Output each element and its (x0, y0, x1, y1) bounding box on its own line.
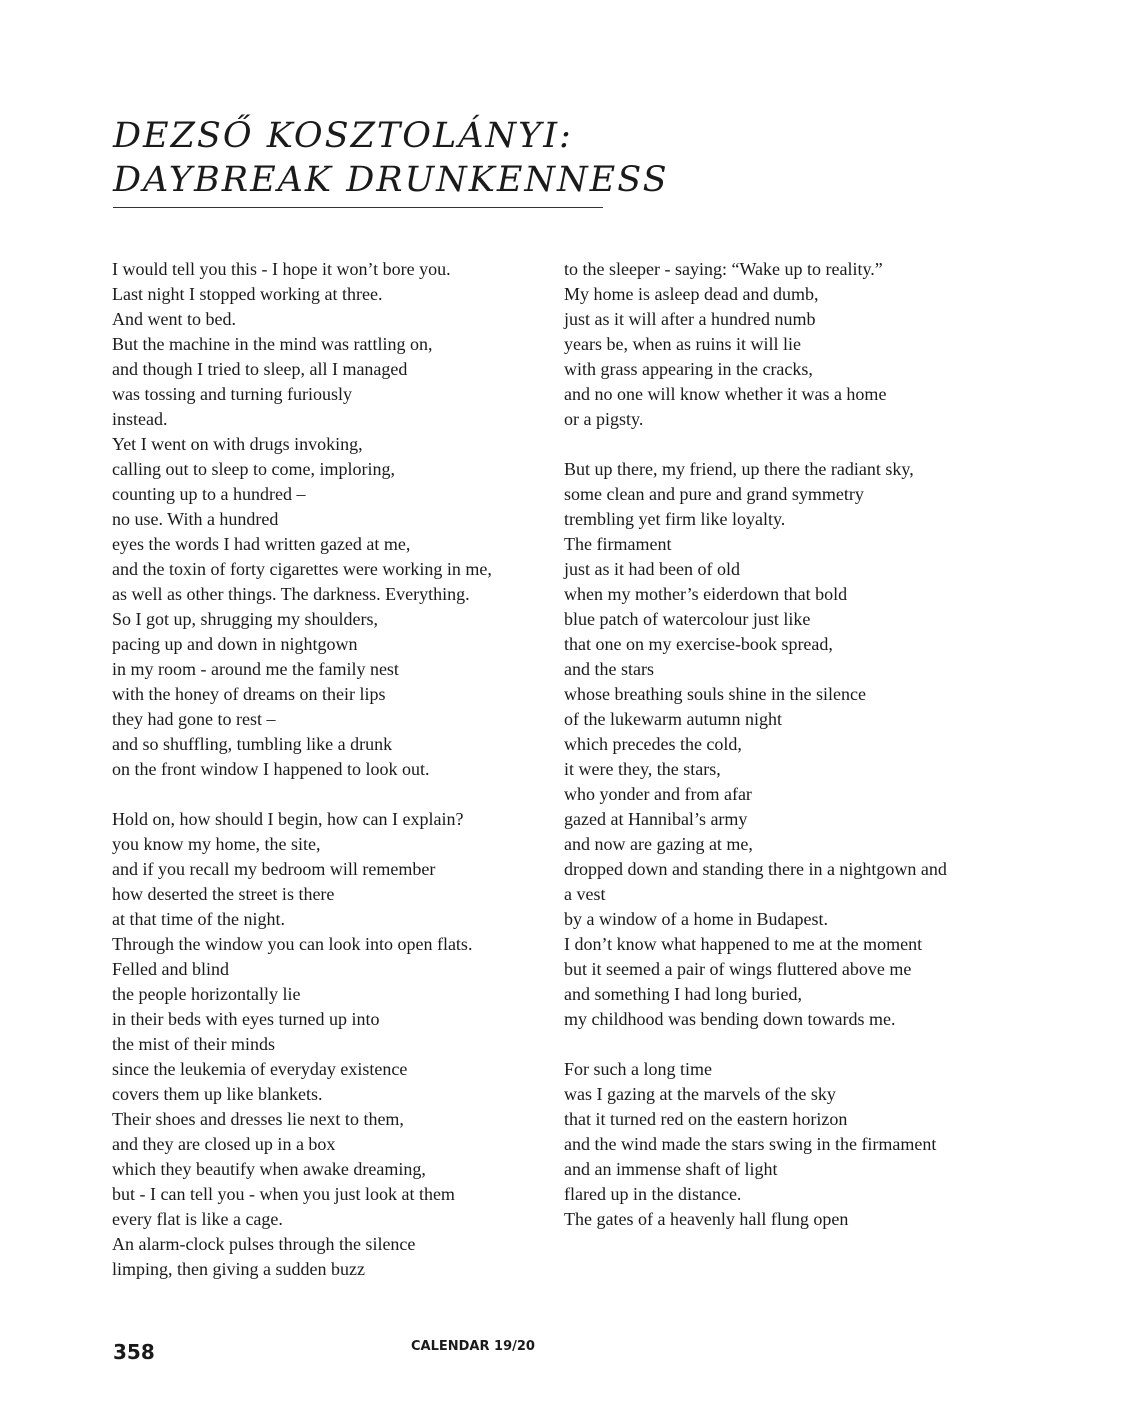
poem-line: with the honey of dreams on their lips (112, 684, 386, 704)
poem-line: the people horizontally lie (112, 984, 301, 1004)
poem-line: pacing up and down in nightgown (112, 634, 358, 654)
poem-line: and the wind made the stars swing in the firmament (564, 1134, 937, 1154)
poem-line: For such a long time (564, 1059, 712, 1079)
poem-line: Felled and blind (112, 959, 229, 979)
poem-line: The gates of a heavenly hall flung open (564, 1209, 849, 1229)
poem-title (113, 114, 669, 202)
poem-line: flared up in the distance. (564, 1184, 742, 1204)
poem-line: on the front window I happened to look out. (112, 759, 430, 779)
poem-line: gazed at Hannibal’s army (564, 809, 748, 829)
poem-line: And went to bed. (112, 309, 236, 329)
poem-line: in their beds with eyes turned up into (112, 1009, 380, 1029)
poem-line: and something I had long buried, (564, 984, 802, 1004)
poem-line: Last night I stopped working at three. (112, 284, 383, 304)
poem-line: years be, when as ruins it will lie (564, 334, 801, 354)
poem-line: eyes the words I had written gazed at me, (112, 534, 411, 554)
poem-line: you know my home, the site, (112, 834, 321, 854)
running-footer-title: CALENDAR 19/20 (411, 1339, 535, 1354)
poem-line: was I gazing at the marvels of the sky (564, 1084, 836, 1104)
poem-line: and an immense shaft of light (564, 1159, 778, 1179)
poem-line: of the lukewarm autumn night (564, 709, 782, 729)
poem-line: and though I tried to sleep, all I managed (112, 359, 408, 379)
poem-line: I would tell you this - I hope it won’t bore you. (112, 259, 451, 279)
poem-line: my childhood was bending down towards me. (564, 1009, 896, 1029)
poem-line: who yonder and from afar (564, 784, 752, 804)
poem-line: The firmament (564, 534, 672, 554)
title-underline (113, 207, 603, 208)
poem-line: counting up to a hundred – (112, 484, 306, 504)
poem-line: they had gone to rest – (112, 709, 276, 729)
page-number: 358 (113, 1340, 155, 1364)
poem-line: no use. With a hundred (112, 509, 279, 529)
poem-line: how deserted the street is there (112, 884, 335, 904)
poem-line: to the sleeper - saying: “Wake up to reality.” (564, 259, 883, 279)
poem-line: that it turned red on the eastern horizon (564, 1109, 848, 1129)
poem-line: Hold on, how should I begin, how can I explain? (112, 809, 464, 829)
poem-line: blue patch of watercolour just like (564, 609, 811, 629)
poem-line: which they beautify when awake dreaming, (112, 1159, 426, 1179)
poem-stanza (112, 257, 542, 782)
poem-line: by a window of a home in Budapest. (564, 909, 828, 929)
poem-line: whose breathing souls shine in the silence (564, 684, 866, 704)
poem-line: An alarm-clock pulses through the silence (112, 1234, 416, 1254)
poem-line: limping, then giving a sudden buzz (112, 1259, 365, 1279)
poem-line: since the leukemia of everyday existence (112, 1059, 408, 1079)
poem-line: just as it will after a hundred numb (564, 309, 816, 329)
poem-line: it were they, the stars, (564, 759, 721, 779)
poem-line: some clean and pure and grand symmetry (564, 484, 864, 504)
poem-line: So I got up, shrugging my shoulders, (112, 609, 379, 629)
poem-line: calling out to sleep to come, imploring, (112, 459, 395, 479)
title-line-author: DEZSŐ KOSZTOLÁNYI: (113, 116, 573, 156)
poem-line: a vest (564, 884, 606, 904)
poem-line: trembling yet firm like loyalty. (564, 509, 786, 529)
poem-column-left (112, 257, 542, 1307)
poem-line: was tossing and turning furiously (112, 384, 352, 404)
poem-line: at that time of the night. (112, 909, 285, 929)
poem-column-right (564, 257, 994, 1257)
poem-line: when my mother’s eiderdown that bold (564, 584, 848, 604)
poem-line: in my room - around me the family nest (112, 659, 399, 679)
poem-line: Their shoes and dresses lie next to them, (112, 1109, 404, 1129)
poem-line: and the stars (564, 659, 654, 679)
poem-line: as well as other things. The darkness. Everything. (112, 584, 470, 604)
poem-line: but it seemed a pair of wings fluttered above me (564, 959, 912, 979)
poem-line: and if you recall my bedroom will remember (112, 859, 436, 879)
poem-line: and no one will know whether it was a home (564, 384, 887, 404)
poem-line: Through the window you can look into open flats. (112, 934, 473, 954)
poem-line: and the toxin of forty cigarettes were working in me, (112, 559, 492, 579)
poem-line: and now are gazing at me, (564, 834, 753, 854)
poem-line: and so shuffling, tumbling like a drunk (112, 734, 393, 754)
poem-stanza (564, 257, 994, 432)
poem-line: and they are closed up in a box (112, 1134, 336, 1154)
poem-stanza (564, 1057, 994, 1232)
poem-line: I don’t know what happened to me at the moment (564, 934, 923, 954)
poem-line: the mist of their minds (112, 1034, 275, 1054)
poem-line: dropped down and standing there in a nightgown and (564, 859, 947, 879)
poem-line: Yet I went on with drugs invoking, (112, 434, 363, 454)
poem-stanza (112, 807, 542, 1282)
poem-line: instead. (112, 409, 168, 429)
poem-line: or a pigsty. (564, 409, 644, 429)
poem-line: but - I can tell you - when you just look at them (112, 1184, 455, 1204)
title-line-poem: DAYBREAK DRUNKENNESS (113, 160, 669, 200)
poem-line: My home is asleep dead and dumb, (564, 284, 819, 304)
poem-line: But up there, my friend, up there the radiant sky, (564, 459, 914, 479)
poem-line: with grass appearing in the cracks, (564, 359, 813, 379)
poem-stanza (564, 457, 994, 1032)
poem-line: that one on my exercise-book spread, (564, 634, 833, 654)
poem-line: just as it had been of old (564, 559, 740, 579)
poem-line: every flat is like a cage. (112, 1209, 283, 1229)
poem-line: But the machine in the mind was rattling on, (112, 334, 433, 354)
poem-line: covers them up like blankets. (112, 1084, 323, 1104)
poem-line: which precedes the cold, (564, 734, 742, 754)
